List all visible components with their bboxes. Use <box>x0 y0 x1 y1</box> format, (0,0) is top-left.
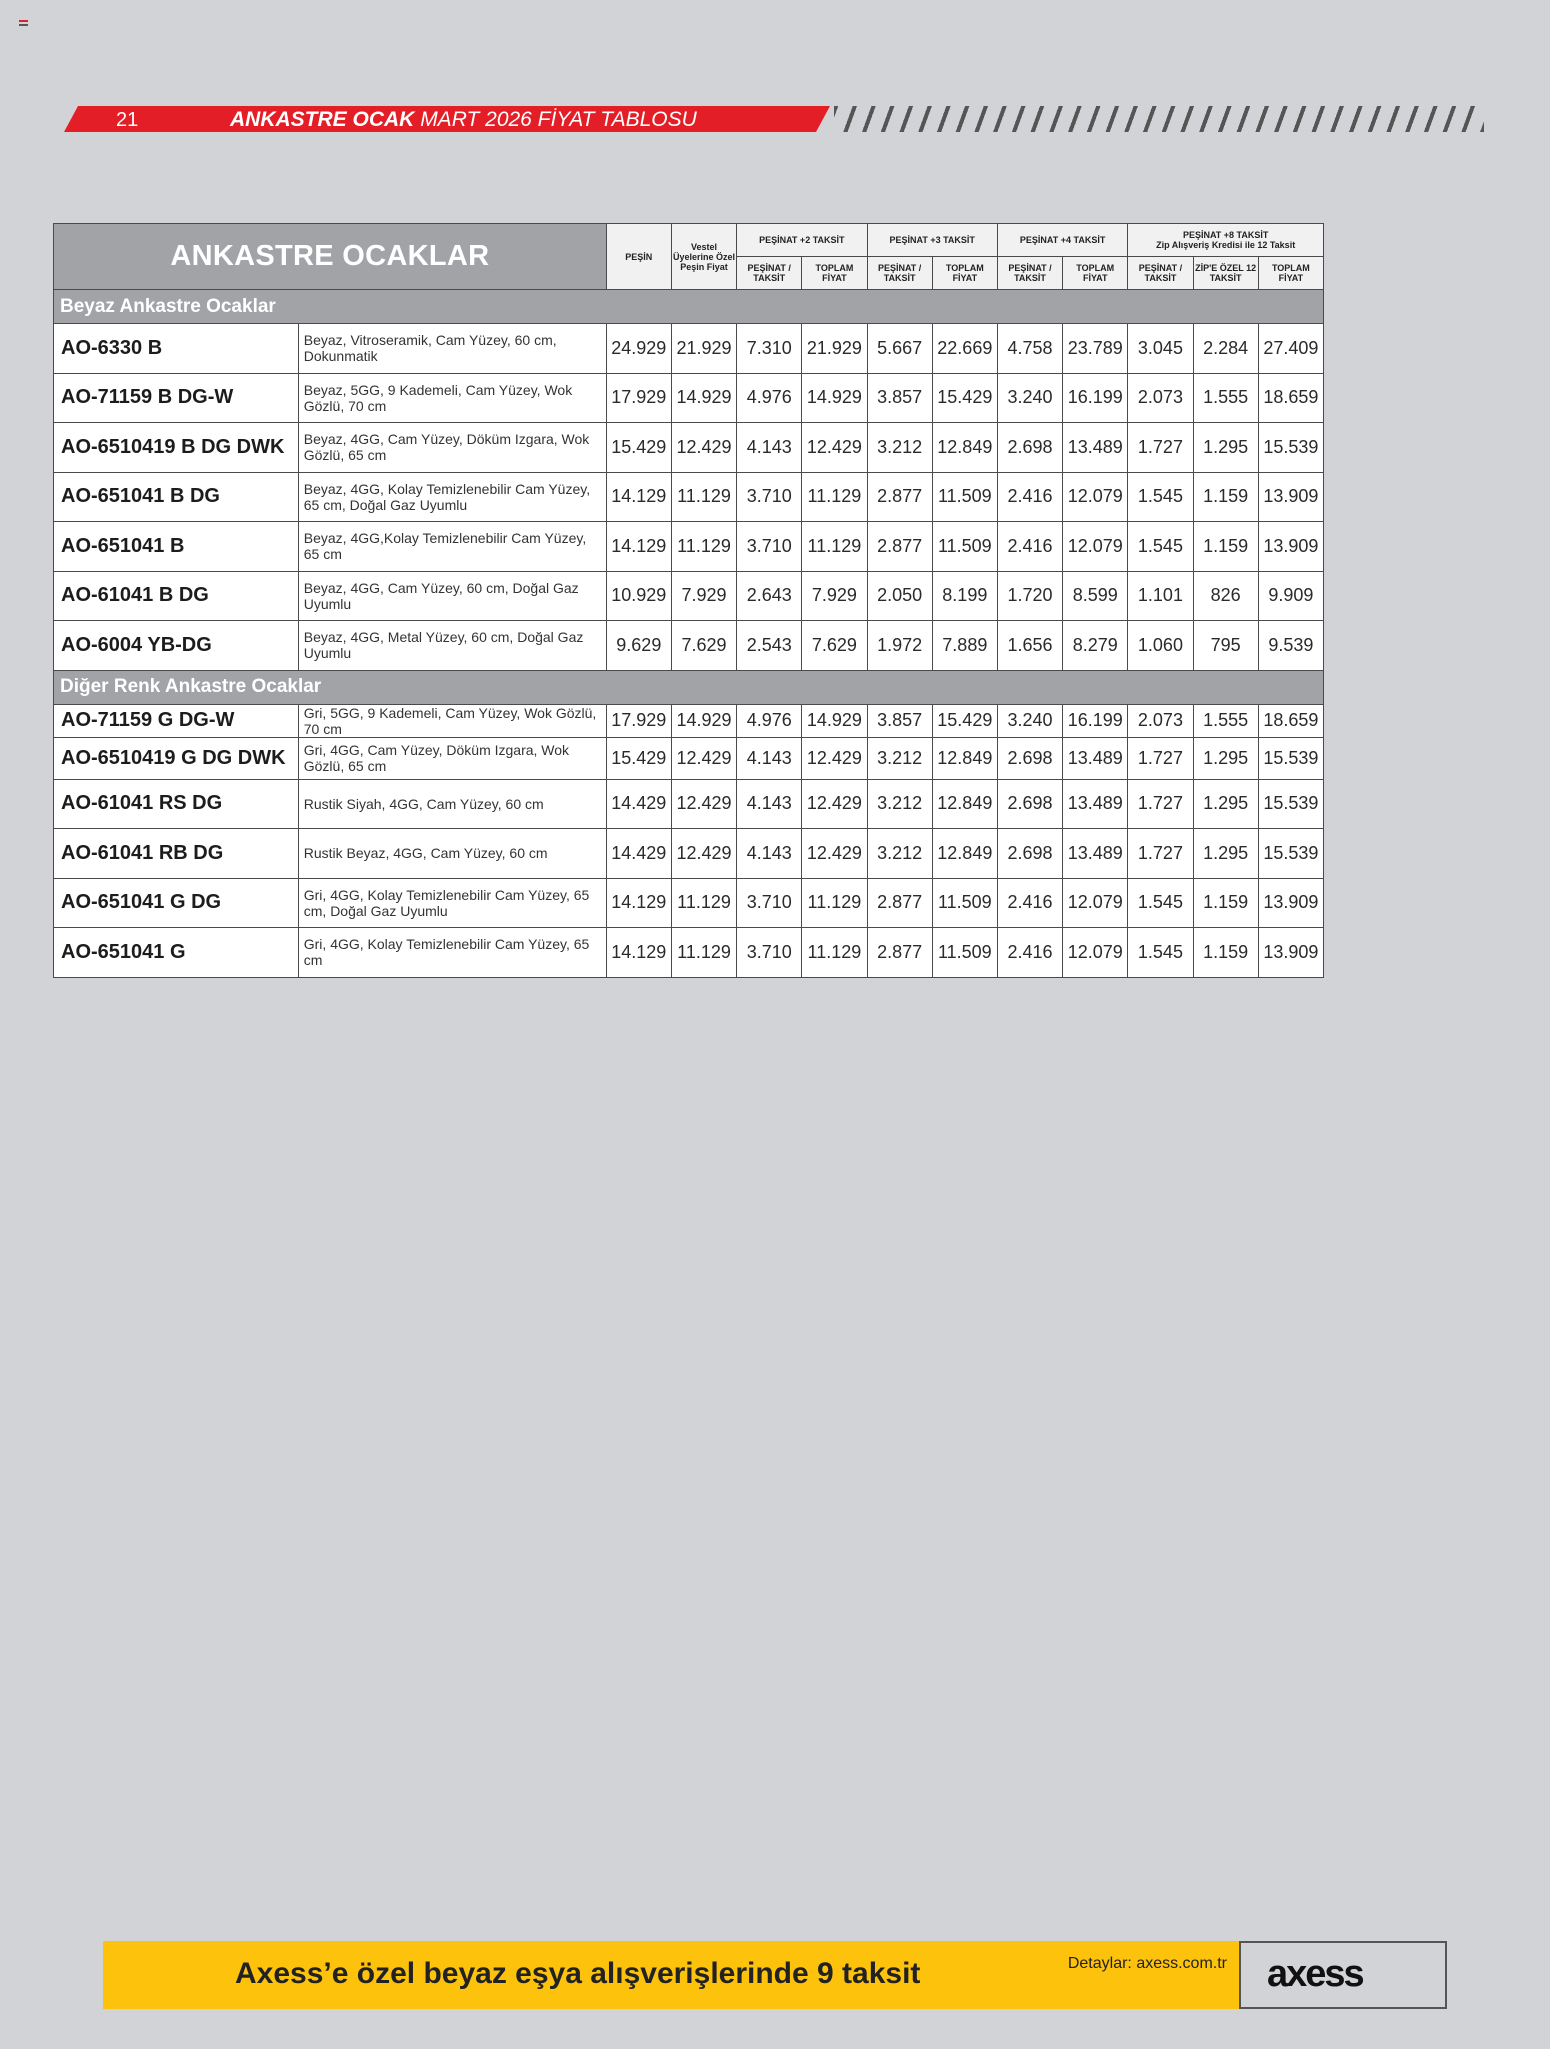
price-cell: 2.877 <box>867 522 932 572</box>
price-cell: 7.629 <box>671 621 736 671</box>
price-cell: 7.929 <box>671 571 736 621</box>
price-cell: 17.929 <box>606 373 671 423</box>
price-cell: 8.599 <box>1063 571 1128 621</box>
price-cell: 12.849 <box>932 737 997 779</box>
price-cell: 12.429 <box>671 829 736 879</box>
product-description: Beyaz, 4GG,Kolay Temizlenebilir Cam Yüzey, 65 cm <box>298 522 606 572</box>
col-group-3-taksit: PEŞİNAT +3 TAKSİT <box>867 224 997 257</box>
price-cell: 1.555 <box>1193 704 1258 737</box>
price-cell: 3.045 <box>1128 324 1193 374</box>
price-cell: 3.710 <box>737 878 802 928</box>
section-title: Diğer Renk Ankastre Ocaklar <box>54 670 1324 704</box>
table-row <box>54 571 1324 621</box>
table-row <box>54 373 1324 423</box>
price-cell: 13.909 <box>1258 878 1323 928</box>
footer-detail-link[interactable]: Detaylar: axess.com.tr <box>1067 1955 1227 1972</box>
model-code: AO-61041 RS DG <box>54 779 299 829</box>
price-cell: 12.429 <box>802 423 867 473</box>
price-cell: 4.143 <box>737 779 802 829</box>
model-code: AO-651041 B DG <box>54 472 299 522</box>
page-header <box>64 106 1484 132</box>
table-row <box>54 779 1324 829</box>
price-cell: 4.976 <box>737 373 802 423</box>
header-stripes <box>834 106 1484 132</box>
price-cell: 2.073 <box>1128 704 1193 737</box>
price-cell: 14.929 <box>802 373 867 423</box>
model-code: AO-71159 B DG-W <box>54 373 299 423</box>
price-cell: 2.543 <box>737 621 802 671</box>
product-description: Rustik Beyaz, 4GG, Cam Yüzey, 60 cm <box>298 829 606 879</box>
price-cell: 1.727 <box>1128 829 1193 879</box>
price-cell: 11.509 <box>932 878 997 928</box>
price-cell: 5.667 <box>867 324 932 374</box>
model-code: AO-651041 G DG <box>54 878 299 928</box>
col-vestel-special: Vestel Üyelerine Özel Peşin Fiyat <box>671 224 736 290</box>
price-cell: 10.929 <box>606 571 671 621</box>
page-number: 21 <box>116 109 139 131</box>
model-code: AO-651041 G <box>54 928 299 978</box>
price-cell: 11.509 <box>932 928 997 978</box>
price-cell: 2.877 <box>867 928 932 978</box>
price-cell: 1.159 <box>1193 522 1258 572</box>
price-cell: 3.212 <box>867 779 932 829</box>
price-cell: 3.212 <box>867 423 932 473</box>
price-cell: 11.129 <box>671 522 736 572</box>
price-cell: 12.429 <box>802 779 867 829</box>
price-cell: 1.159 <box>1193 472 1258 522</box>
price-cell: 1.555 <box>1193 373 1258 423</box>
page-title-bold: ANKASTRE OCAK <box>230 108 415 131</box>
model-code: AO-71159 G DG-W <box>54 704 299 737</box>
table-row <box>54 878 1324 928</box>
price-cell: 16.199 <box>1063 373 1128 423</box>
price-cell: 13.909 <box>1258 522 1323 572</box>
price-cell: 14.129 <box>606 522 671 572</box>
col-group-2-taksit: PEŞİNAT +2 TAKSİT <box>737 224 867 257</box>
price-cell: 7.889 <box>932 621 997 671</box>
price-cell: 2.698 <box>997 829 1062 879</box>
price-cell: 12.429 <box>671 737 736 779</box>
product-description: Beyaz, 4GG, Metal Yüzey, 60 cm, Doğal Gaz Uyumlu <box>298 621 606 671</box>
menu-icon[interactable] <box>19 20 28 28</box>
price-cell: 9.629 <box>606 621 671 671</box>
model-code: AO-61041 B DG <box>54 571 299 621</box>
section-header-row <box>54 670 1324 704</box>
price-cell: 1.545 <box>1128 878 1193 928</box>
price-cell: 12.429 <box>671 423 736 473</box>
price-cell: 1.101 <box>1128 571 1193 621</box>
price-cell: 27.409 <box>1258 324 1323 374</box>
table-row <box>54 324 1324 374</box>
price-cell: 14.129 <box>606 928 671 978</box>
product-description: Beyaz, 4GG, Cam Yüzey, Döküm Izgara, Wok Gözlü, 65 cm <box>298 423 606 473</box>
col-group-8-line1: PEŞİNAT +8 TAKSİT <box>1182 230 1269 240</box>
col-8-toplam-fiyat: TOPLAM FİYAT <box>1258 257 1323 290</box>
price-cell: 2.416 <box>997 522 1062 572</box>
table-row <box>54 928 1324 978</box>
price-cell: 13.489 <box>1063 779 1128 829</box>
price-cell: 11.129 <box>802 472 867 522</box>
price-cell: 2.698 <box>997 423 1062 473</box>
page-title-rest: MART 2026 FİYAT TABLOSU <box>420 108 697 131</box>
price-cell: 23.789 <box>1063 324 1128 374</box>
price-cell: 12.429 <box>671 779 736 829</box>
price-cell: 1.727 <box>1128 737 1193 779</box>
price-cell: 1.720 <box>997 571 1062 621</box>
price-cell: 15.429 <box>932 373 997 423</box>
table-title: ANKASTRE OCAKLAR <box>54 224 607 290</box>
price-cell: 14.429 <box>606 779 671 829</box>
price-cell: 1.159 <box>1193 928 1258 978</box>
price-cell: 3.240 <box>997 373 1062 423</box>
price-cell: 2.877 <box>867 878 932 928</box>
price-cell: 3.710 <box>737 472 802 522</box>
price-cell: 12.429 <box>802 737 867 779</box>
price-cell: 11.129 <box>671 472 736 522</box>
product-description: Gri, 5GG, 9 Kademeli, Cam Yüzey, Wok Gözlü, 70 cm <box>298 704 606 737</box>
price-cell: 7.310 <box>737 324 802 374</box>
price-cell: 11.509 <box>932 522 997 572</box>
product-description: Beyaz, 4GG, Cam Yüzey, 60 cm, Doğal Gaz Uyumlu <box>298 571 606 621</box>
product-description: Gri, 4GG, Kolay Temizlenebilir Cam Yüzey, 65 cm, Doğal Gaz Uyumlu <box>298 878 606 928</box>
price-table <box>53 223 1324 978</box>
price-cell: 9.539 <box>1258 621 1323 671</box>
model-code: AO-6510419 G DG DWK <box>54 737 299 779</box>
price-cell: 2.416 <box>997 878 1062 928</box>
price-cell: 18.659 <box>1258 373 1323 423</box>
price-cell: 3.857 <box>867 373 932 423</box>
price-cell: 14.929 <box>802 704 867 737</box>
section-title: Beyaz Ankastre Ocaklar <box>54 290 1324 324</box>
price-cell: 14.129 <box>606 878 671 928</box>
price-cell: 3.710 <box>737 522 802 572</box>
table-row <box>54 423 1324 473</box>
model-code: AO-61041 RB DG <box>54 829 299 879</box>
price-cell: 1.545 <box>1128 472 1193 522</box>
price-cell: 2.073 <box>1128 373 1193 423</box>
footer-banner[interactable] <box>103 1941 1239 2009</box>
price-cell: 11.129 <box>802 928 867 978</box>
col-8-zip-ozel: ZİP'E ÖZEL 12 TAKSİT <box>1193 257 1258 290</box>
col-8-pesinat-taksit: PEŞİNAT / TAKSİT <box>1128 257 1193 290</box>
price-cell: 3.857 <box>867 704 932 737</box>
price-cell: 22.669 <box>932 324 997 374</box>
axess-logo: axess <box>1267 1953 1363 1995</box>
price-cell: 1.545 <box>1128 928 1193 978</box>
price-cell: 11.129 <box>671 878 736 928</box>
model-code: AO-6510419 B DG DWK <box>54 423 299 473</box>
price-cell: 1.295 <box>1193 737 1258 779</box>
price-cell: 13.489 <box>1063 423 1128 473</box>
col-2-toplam-fiyat: TOPLAM FİYAT <box>802 257 867 290</box>
table-body <box>54 290 1324 978</box>
price-cell: 12.079 <box>1063 928 1128 978</box>
product-description: Beyaz, 4GG, Kolay Temizlenebilir Cam Yüzey, 65 cm, Doğal Gaz Uyumlu <box>298 472 606 522</box>
section-header-row <box>54 290 1324 324</box>
price-cell: 1.295 <box>1193 423 1258 473</box>
col-3-toplam-fiyat: TOPLAM FİYAT <box>932 257 997 290</box>
model-code: AO-6330 B <box>54 324 299 374</box>
price-cell: 11.509 <box>932 472 997 522</box>
price-cell: 13.909 <box>1258 472 1323 522</box>
price-cell: 8.279 <box>1063 621 1128 671</box>
price-cell: 14.429 <box>606 829 671 879</box>
price-cell: 7.929 <box>802 571 867 621</box>
price-cell: 1.159 <box>1193 878 1258 928</box>
price-cell: 2.698 <box>997 737 1062 779</box>
col-group-4-taksit: PEŞİNAT +4 TAKSİT <box>997 224 1127 257</box>
price-cell: 2.284 <box>1193 324 1258 374</box>
brand-box <box>1239 1941 1447 2009</box>
product-description: Gri, 4GG, Kolay Temizlenebilir Cam Yüzey, 65 cm <box>298 928 606 978</box>
col-3-pesinat-taksit: PEŞİNAT / TAKSİT <box>867 257 932 290</box>
price-cell: 1.727 <box>1128 779 1193 829</box>
price-cell: 15.539 <box>1258 737 1323 779</box>
price-cell: 15.429 <box>606 423 671 473</box>
price-cell: 17.929 <box>606 704 671 737</box>
price-cell: 3.212 <box>867 737 932 779</box>
price-cell: 13.909 <box>1258 928 1323 978</box>
price-cell: 11.129 <box>802 522 867 572</box>
price-cell: 4.143 <box>737 737 802 779</box>
price-cell: 2.050 <box>867 571 932 621</box>
price-cell: 12.849 <box>932 423 997 473</box>
price-cell: 3.710 <box>737 928 802 978</box>
price-cell: 3.240 <box>997 704 1062 737</box>
price-cell: 13.489 <box>1063 829 1128 879</box>
col-group-8-taksit <box>1128 224 1324 257</box>
price-cell: 12.079 <box>1063 522 1128 572</box>
price-cell: 12.849 <box>932 779 997 829</box>
price-cell: 15.539 <box>1258 829 1323 879</box>
price-cell: 1.972 <box>867 621 932 671</box>
price-cell: 8.199 <box>932 571 997 621</box>
col-4-pesinat-taksit: PEŞİNAT / TAKSİT <box>997 257 1062 290</box>
price-cell: 2.698 <box>997 779 1062 829</box>
col-2-pesinat-taksit: PEŞİNAT / TAKSİT <box>737 257 802 290</box>
price-cell: 1.295 <box>1193 829 1258 879</box>
price-cell: 2.877 <box>867 472 932 522</box>
price-cell: 14.129 <box>606 472 671 522</box>
price-cell: 11.129 <box>671 928 736 978</box>
price-cell: 21.929 <box>671 324 736 374</box>
price-cell: 4.143 <box>737 829 802 879</box>
price-cell: 15.539 <box>1258 779 1323 829</box>
price-cell: 14.929 <box>671 373 736 423</box>
price-cell: 1.656 <box>997 621 1062 671</box>
model-code: AO-6004 YB-DG <box>54 621 299 671</box>
col-pesin: PEŞİN <box>606 224 671 290</box>
table-row <box>54 829 1324 879</box>
price-cell: 9.909 <box>1258 571 1323 621</box>
price-cell: 1.545 <box>1128 522 1193 572</box>
price-cell: 18.659 <box>1258 704 1323 737</box>
price-cell: 2.643 <box>737 571 802 621</box>
price-cell: 2.416 <box>997 928 1062 978</box>
product-description: Beyaz, 5GG, 9 Kademeli, Cam Yüzey, Wok Gözlü, 70 cm <box>298 373 606 423</box>
price-cell: 795 <box>1193 621 1258 671</box>
price-cell: 15.429 <box>606 737 671 779</box>
price-cell: 1.727 <box>1128 423 1193 473</box>
price-cell: 16.199 <box>1063 704 1128 737</box>
price-cell: 12.079 <box>1063 472 1128 522</box>
price-cell: 4.758 <box>997 324 1062 374</box>
price-cell: 1.060 <box>1128 621 1193 671</box>
page-title <box>230 108 697 132</box>
price-cell: 2.416 <box>997 472 1062 522</box>
price-cell: 4.976 <box>737 704 802 737</box>
price-cell: 4.143 <box>737 423 802 473</box>
price-cell: 21.929 <box>802 324 867 374</box>
product-description: Gri, 4GG, Cam Yüzey, Döküm Izgara, Wok Gözlü, 65 cm <box>298 737 606 779</box>
price-cell: 13.489 <box>1063 737 1128 779</box>
footer-banner-text: Axess’e özel beyaz eşya alışverişlerinde 9 taksit <box>235 1957 921 1990</box>
price-cell: 12.429 <box>802 829 867 879</box>
price-cell: 3.212 <box>867 829 932 879</box>
price-cell: 11.129 <box>802 878 867 928</box>
price-cell: 14.929 <box>671 704 736 737</box>
table-row <box>54 522 1324 572</box>
table-row <box>54 621 1324 671</box>
price-cell: 15.539 <box>1258 423 1323 473</box>
table-row <box>54 472 1324 522</box>
price-cell: 1.295 <box>1193 779 1258 829</box>
table-row <box>54 737 1324 779</box>
model-code: AO-651041 B <box>54 522 299 572</box>
col-group-8-line2: Zip Alışveriş Kredisi ile 12 Taksit <box>1156 240 1296 250</box>
price-cell: 24.929 <box>606 324 671 374</box>
price-cell: 12.849 <box>932 829 997 879</box>
price-cell: 7.629 <box>802 621 867 671</box>
col-4-toplam-fiyat: TOPLAM FİYAT <box>1063 257 1128 290</box>
price-cell: 12.079 <box>1063 878 1128 928</box>
price-cell: 826 <box>1193 571 1258 621</box>
price-cell: 15.429 <box>932 704 997 737</box>
table-row <box>54 704 1324 737</box>
product-description: Rustik Siyah, 4GG, Cam Yüzey, 60 cm <box>298 779 606 829</box>
product-description: Beyaz, Vitroseramik, Cam Yüzey, 60 cm, Dokunmatik <box>298 324 606 374</box>
